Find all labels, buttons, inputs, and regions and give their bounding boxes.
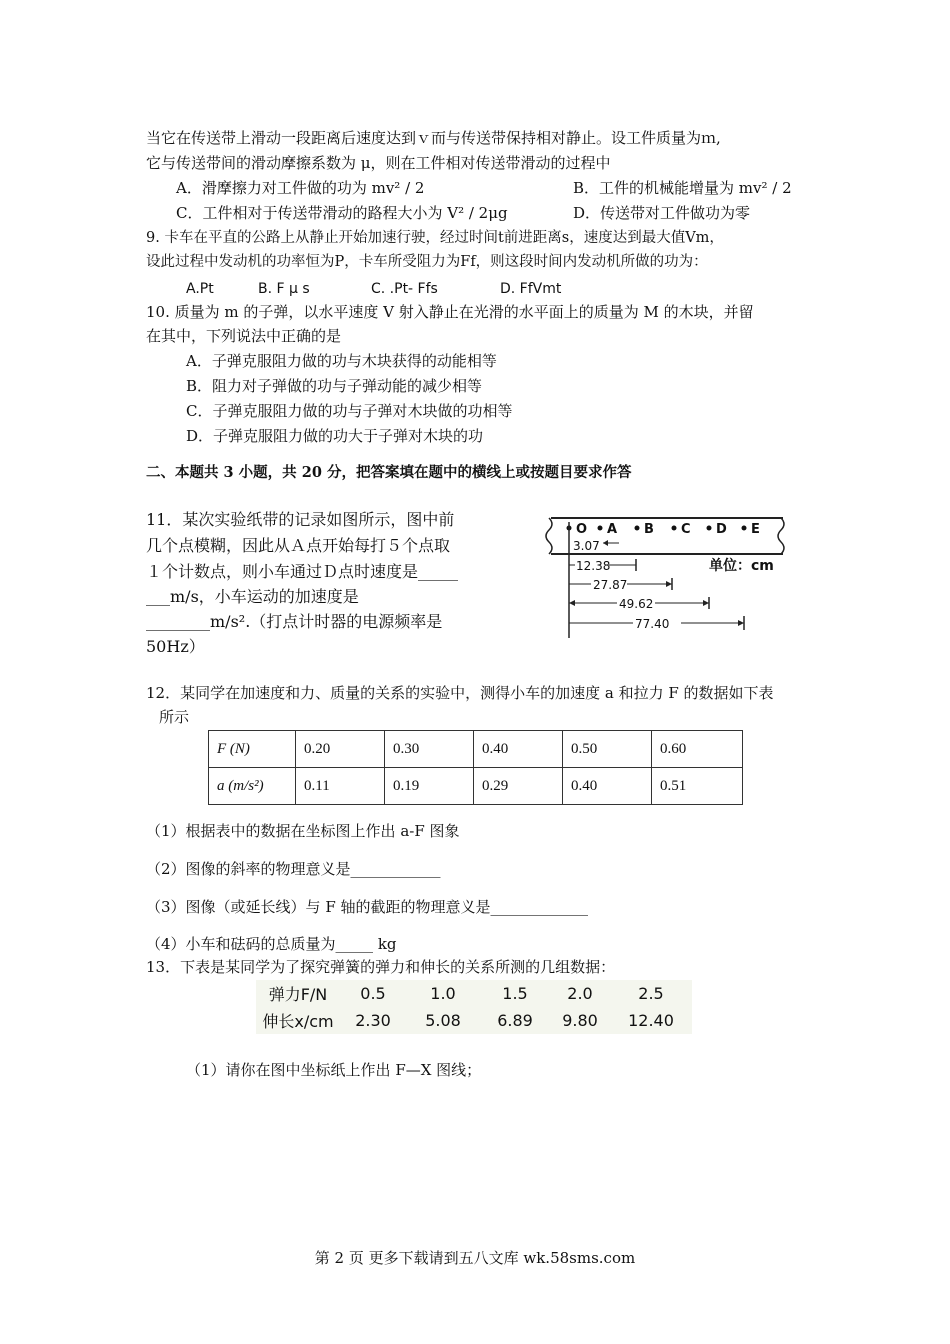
tape-unit: 单位：cm — [709, 558, 774, 574]
q10-line2: 在其中，下列说法中正确的是 — [146, 327, 342, 345]
tape-label-b: B — [644, 522, 654, 537]
table-cell: 0.40 — [563, 768, 652, 805]
table-cell: 12.40 — [628, 1011, 674, 1030]
table-cell: 6.89 — [497, 1011, 533, 1030]
page-footer: 第 2 页 更多下载请到五八文库 wk.58sms.com — [314, 1249, 636, 1267]
q9-option-d: D. FfVmt — [500, 281, 562, 297]
table-cell: 0.29 — [474, 768, 563, 805]
table-cell: 0.30 — [385, 731, 474, 768]
tape-dist-oc: 27.87 — [593, 578, 628, 592]
q12-sub2: （2）图像的斜率的物理意义是____________ — [146, 860, 441, 878]
tape-dist-od: 49.62 — [619, 597, 654, 611]
q10-option-a: A．子弹克服阻力做的功与木块获得的动能相等 — [186, 352, 497, 370]
q9-option-a: A.Pt — [186, 281, 214, 297]
section-heading: 二、本题共 3 小题，共 20 分，把答案填在题中的横线上或按题目要求作答 — [146, 464, 632, 481]
q12-sub1: （1）根据表中的数据在坐标图上作出 a-F 图象 — [146, 822, 460, 840]
table-cell: 0.40 — [474, 731, 563, 768]
q8-option-a: A．滑摩擦力对工件做的功为 mv² / 2 — [176, 179, 425, 197]
q8-option-d: D．传送带对工件做功为零 — [573, 204, 751, 222]
tape-label-e: E — [751, 522, 760, 537]
table-cell: 0.11 — [296, 768, 385, 805]
q10-option-c: C．子弹克服阻力做的功与子弹对木块做的功相等 — [186, 402, 513, 420]
q11-line4: ___m/s，小车运动的加速度是 — [146, 587, 359, 606]
q8-line2: 它与传送带间的滑动摩擦系数为 μ，则在工件相对传送带滑动的过程中 — [146, 154, 611, 172]
table-cell: 0.60 — [652, 731, 743, 768]
table-cell: 9.80 — [562, 1011, 598, 1030]
tape-dot-e — [742, 526, 747, 531]
table-cell: 2.0 — [567, 984, 593, 1003]
tape-dot-b — [635, 526, 640, 531]
q10-line1: 10. 质量为 m 的子弹，以水平速度 V 射入静止在光滑的水平面上的质量为 M 的木块，并留 — [146, 303, 754, 321]
tape-dist-oa: 3.07 — [573, 539, 600, 553]
q10-option-d: D．子弹克服阻力做的功大于子弹对木块的功 — [186, 427, 484, 445]
q9-option-c: C. .Pt- Ffs — [371, 281, 438, 297]
q11-line2: 几个点模糊，因此从Ａ点开始每打５个点取 — [146, 536, 451, 555]
q8-option-b: B．工件的机械能增量为 mv² / 2 — [573, 179, 792, 197]
table-row — [256, 1007, 692, 1034]
tape-dist-ob: 12.38 — [576, 559, 611, 573]
tape-dot-c — [672, 526, 677, 531]
tape-label-a: A — [607, 522, 618, 537]
table-cell: 0.5 — [360, 984, 386, 1003]
table-cell: 2.5 — [638, 984, 664, 1003]
q12-line1: 12．某同学在加速度和力、质量的关系的实验中，测得小车的加速度 a 和拉力 F 的数据如下表 — [146, 684, 774, 702]
tape-label-c: C — [681, 522, 691, 537]
q12-data-table — [208, 730, 743, 805]
q10-option-b: B．阻力对子弹做的功与子弹动能的减少相等 — [186, 377, 483, 395]
q11-line6: 50Hz） — [146, 637, 205, 656]
q9-option-b: B. F μ s — [258, 281, 310, 297]
q9-line1: 9. 卡车在平直的公路上从静止开始加速行驶，经过时间t前进距离s，速度达到最大值Vm， — [146, 230, 724, 246]
q12-sub3: （3）图像（或延长线）与 F 轴的截距的物理意义是_____________ — [146, 898, 588, 916]
tape-dot-a — [598, 526, 603, 531]
table-cell: 2.30 — [355, 1011, 391, 1030]
table-cell: 0.51 — [652, 768, 743, 805]
ticker-tape-figure — [537, 512, 797, 642]
tape-label-d: D — [716, 522, 727, 537]
table-row — [256, 980, 692, 1007]
table-cell: 0.19 — [385, 768, 474, 805]
table-row — [209, 768, 743, 805]
q13-data-table — [256, 980, 692, 1034]
q12-sub4: （4）小车和砝码的总质量为_____ kg — [146, 935, 397, 953]
q12-line2: 所示 — [159, 708, 190, 726]
table-row — [209, 731, 743, 768]
q11-line3: １个计数点，则小车通过Ｄ点时速度是_____ — [146, 562, 459, 581]
table-cell-label: 伸长x/cm — [262, 1012, 334, 1031]
tape-label-o: O — [576, 522, 588, 537]
q13-line1: 13．下表是某同学为了探究弹簧的弹力和伸长的关系所测的几组数据： — [146, 958, 616, 976]
table-cell: 1.5 — [502, 984, 528, 1003]
q13-sub1: （1）请你在图中坐标纸上作出 F—X 图线； — [186, 1061, 482, 1079]
table-cell-label: 弹力F/N — [268, 985, 328, 1004]
table-cell: 1.0 — [430, 984, 456, 1003]
q8-option-c: C．工件相对于传送带滑动的路程大小为 V² / 2μg — [176, 204, 508, 222]
table-cell-label: F (N) — [209, 731, 296, 768]
q11-line5: ________m/s².（打点计时器的电源频率是 — [146, 612, 443, 631]
table-cell-label: a (m/s²) — [209, 768, 296, 805]
table-cell: 0.50 — [563, 731, 652, 768]
q8-line1: 当它在传送带上滑动一段距离后速度达到ｖ而与传送带保持相对静止。设工件质量为ｍ, — [146, 129, 721, 147]
q11-line1: 11．某次实验纸带的记录如图所示，图中前 — [146, 510, 455, 529]
table-cell: 0.20 — [296, 731, 385, 768]
table-cell: 5.08 — [425, 1011, 461, 1030]
tape-dot-d — [707, 526, 712, 531]
q9-line2: 设此过程中发动机的功率恒为P，卡车所受阻力为Ff，则这段时间内发动机所做的功为： — [146, 254, 708, 270]
tape-dist-oe: 77.40 — [635, 617, 670, 631]
